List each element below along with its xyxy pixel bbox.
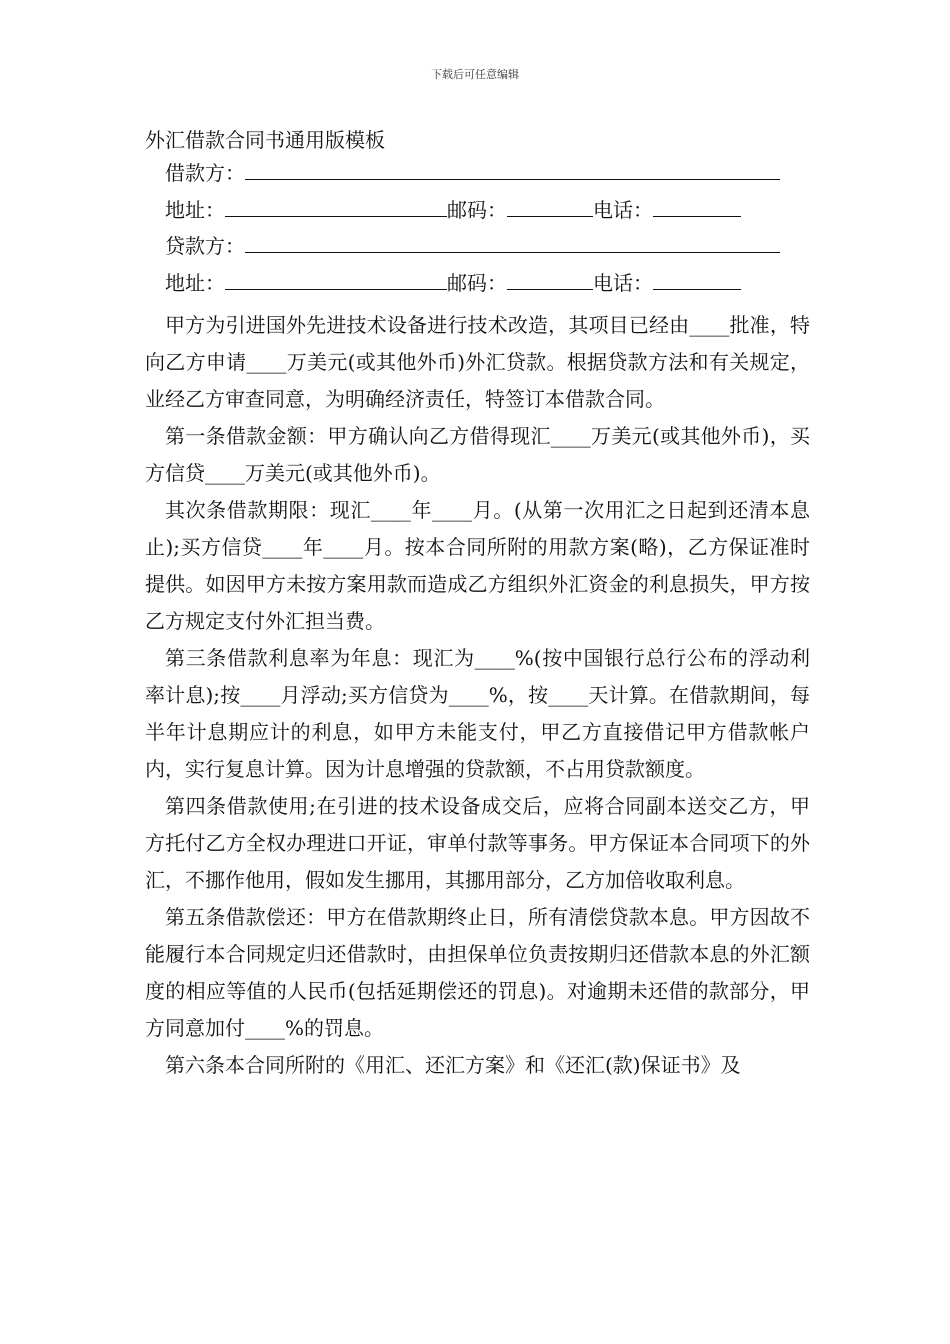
postcode-label: 邮码： (447, 198, 507, 222)
paragraph-article-1: 第一条借款金额：甲方确认向乙方借得现汇____万美元(或其他外币)，买方信贷____万美元(或其他外币)。 (145, 424, 810, 485)
borrower-blank[interactable] (245, 161, 780, 180)
address-label: 地址： (165, 271, 225, 295)
address-label: 地址： (165, 198, 225, 222)
borrower-label: 借款方： (165, 161, 245, 185)
lender-address-row (165, 270, 741, 296)
paragraph-article-3: 第三条借款利息率为年息：现汇为____%(按中国银行总行公布的浮动利率计息);按____月浮动;买方信贷为____%，按____天计算。在借款期间，每半年计息期应计的利息，如甲方未能支付，甲乙方直接借记甲方借款帐户内，实行复息计算。因为计息增强的贷款额，不占用贷款额度。 (145, 646, 810, 781)
postcode-blank[interactable] (507, 198, 593, 217)
paragraph-article-5: 第五条借款偿还：甲方在借款期终止日，所有清偿贷款本息。甲方因故不能履行本合同规定归还借款时，由担保单位负责按期归还借款本息的外汇额度的相应等值的人民币(包括延期偿还的罚息)。对逾期未还借的款部分，甲方同意加付____%的罚息。 (145, 905, 810, 1040)
contract-body (145, 307, 810, 1084)
lender-row (165, 233, 780, 259)
paragraph-intro: 甲方为引进国外先进技术设备进行技术改造，其项目已经由____批准，特向乙方申请____万美元(或其他外币)外汇贷款。根据贷款方法和有关规定，业经乙方审查同意，为明确经济责任，特签订本借款合同。 (145, 313, 810, 411)
phone-label: 电话： (593, 198, 653, 222)
paragraph-article-6: 第六条本合同所附的《用汇、还汇方案》和《还汇(款)保证书》及 (165, 1053, 741, 1077)
paragraph-article-2: 其次条借款期限：现汇____年____月。(从第一次用汇之日起到还清本息止);买方信贷____年____月。按本合同所附的用款方案(略)，乙方保证准时提供。如因甲方未按方案用款而造成乙方组织外汇资金的利息损失，甲方按乙方规定支付外汇担当费。 (145, 498, 810, 633)
lender-label: 贷款方： (165, 234, 245, 258)
phone-blank[interactable] (653, 198, 741, 217)
address-blank[interactable] (225, 271, 447, 290)
postcode-blank[interactable] (507, 271, 593, 290)
page-header: 下载后可任意编辑 (431, 68, 519, 81)
paragraph-article-4: 第四条借款使用;在引进的技术设备成交后，应将合同副本送交乙方，甲方托付乙方全权办理进口开证，审单付款等事务。甲方保证本合同项下的外汇，不挪作他用，假如发生挪用，其挪用部分，乙方加倍收取利息。 (145, 794, 810, 892)
phone-label: 电话： (593, 271, 653, 295)
phone-blank[interactable] (653, 271, 741, 290)
lender-blank[interactable] (245, 234, 780, 253)
postcode-label: 邮码： (447, 271, 507, 295)
borrower-address-row (165, 197, 741, 223)
borrower-row (165, 160, 780, 186)
document-title: 外汇借款合同书通用版模板 (145, 128, 385, 152)
address-blank[interactable] (225, 198, 447, 217)
